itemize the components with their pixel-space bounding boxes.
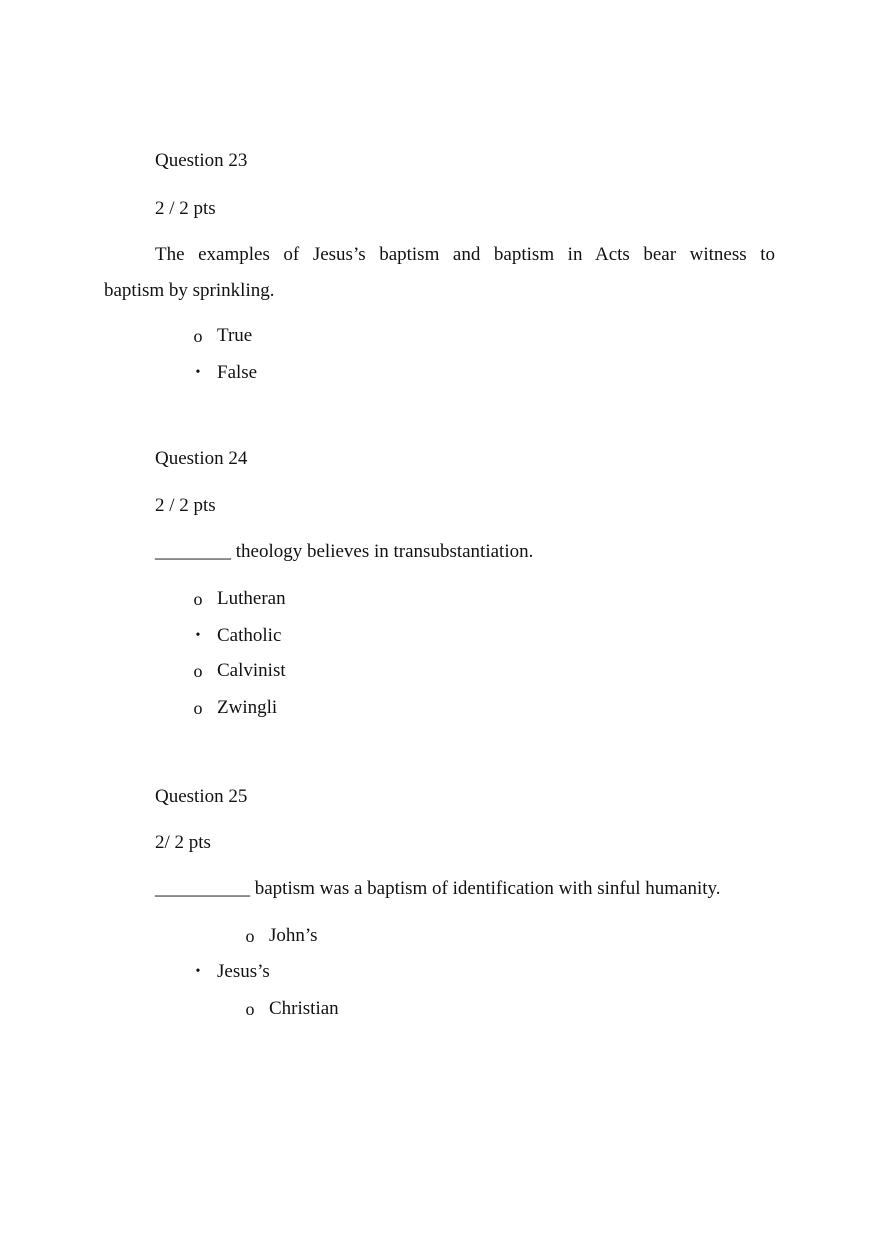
radio-empty-icon: o	[245, 926, 255, 946]
question-score: 2 / 2 pts	[155, 495, 216, 516]
question-prompt: __________ baptism was a baptism of identification with sinful humanity.	[155, 878, 721, 899]
radio-empty-icon: o	[193, 326, 203, 346]
radio-empty-icon: o	[193, 698, 203, 718]
option-label: True	[217, 325, 253, 346]
option-label: Zwingli	[217, 697, 278, 718]
question-title: Question 23	[155, 150, 248, 171]
option-label: Lutheran	[217, 588, 286, 609]
question-title: Question 25	[155, 786, 248, 807]
question-score: 2/ 2 pts	[155, 832, 211, 853]
option-label: Christian	[269, 998, 339, 1019]
selected-bullet-icon: •	[195, 365, 201, 380]
option-label: Catholic	[217, 625, 282, 646]
option-label: False	[217, 362, 258, 383]
question-prompt-line1: The examples of Jesus’s baptism and baptism in Acts bear witness to	[155, 244, 775, 265]
option-label: Calvinist	[217, 660, 286, 681]
radio-empty-icon: o	[193, 589, 203, 609]
question-title: Question 24	[155, 448, 248, 469]
radio-empty-icon: o	[245, 999, 255, 1019]
option-label: Jesus’s	[217, 961, 270, 982]
question-score: 2 / 2 pts	[155, 198, 216, 219]
selected-bullet-icon: •	[195, 628, 201, 643]
selected-bullet-icon: •	[195, 964, 201, 979]
radio-empty-icon: o	[193, 661, 203, 681]
question-prompt: ________ theology believes in transubstantiation.	[155, 541, 534, 562]
option-label: John’s	[269, 925, 318, 946]
question-prompt-line2: baptism by sprinkling.	[104, 280, 275, 301]
